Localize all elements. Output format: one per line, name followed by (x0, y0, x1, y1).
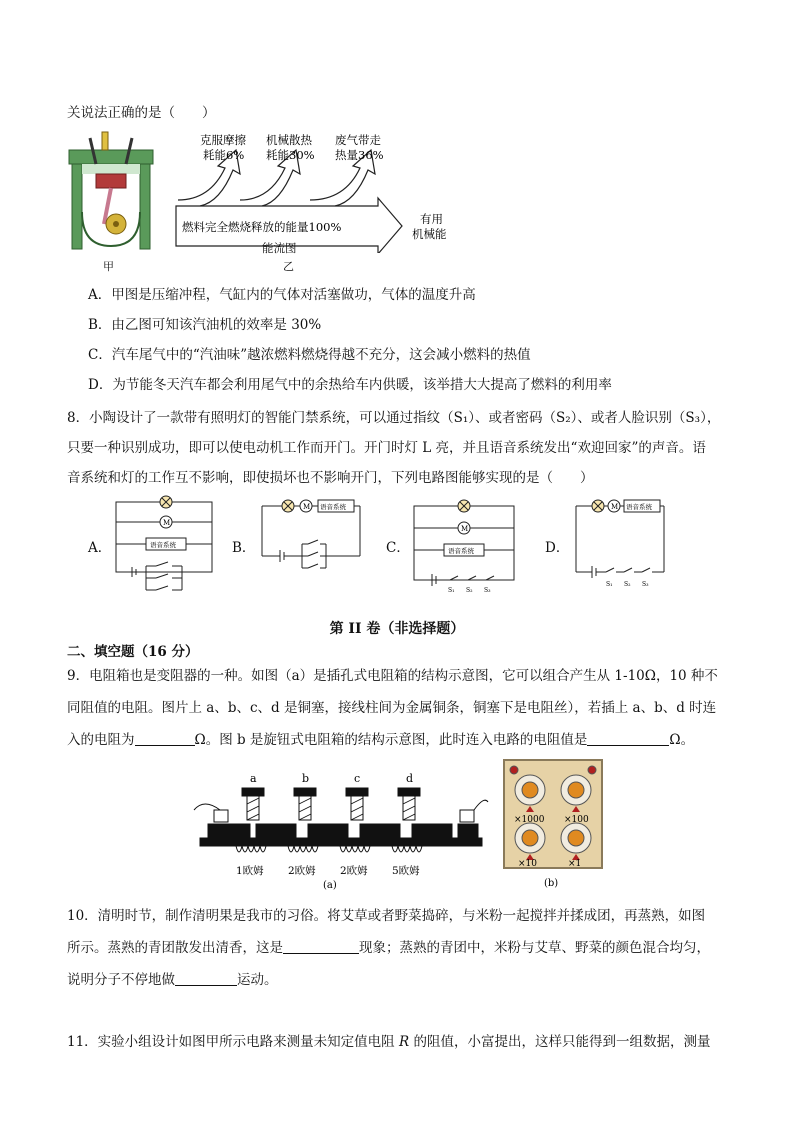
circuit-a (112, 492, 216, 596)
q10-line3-a: 说明分子不停地做 (67, 972, 175, 988)
energy-flow-diagram (170, 128, 470, 253)
flow-loss1-line1: 克服摩擦 (200, 133, 246, 147)
q11-line1-b: 的阻值，小富提出，这样只能得到一组数据，测量 (409, 1034, 711, 1050)
q10-line3 (67, 968, 278, 988)
q9-line3-c: Ω。 (669, 732, 695, 748)
plug-label-b: b (302, 772, 310, 785)
q10-line2 (67, 936, 710, 956)
q9-line1: 9．电阻箱也是变阻器的一种。如图（a）是插孔式电阻箱的结构示意图，它可以组合产生从 1-10Ω，10 种不 (67, 668, 718, 684)
circuit-a-motor: M (163, 519, 171, 527)
circuit-c (410, 492, 520, 596)
resistor-label-1: 1欧姆 (236, 865, 264, 877)
circuit-d-voice: 语音系统 (626, 503, 652, 511)
resistor-label-4: 5欧姆 (392, 865, 420, 877)
q8-line3: 音系统和灯的工作互不影响，即使损坏也不影响开门，下列电路图能够实现的是（ ） (67, 470, 594, 486)
circuit-c-s1: S₁ (448, 587, 455, 594)
circuit-d-motor: M (611, 503, 619, 511)
q7-option-c: C．汽车尾气中的“汽油味”越浓燃料燃烧得越不充分，这会减小燃料的热值 (88, 347, 531, 363)
dial-label-10: ×10 (518, 859, 537, 869)
circuit-c-s3: S₃ (484, 587, 491, 594)
q7-option-d: D．为节能冬天汽车都会利用尾气中的余热给车内供暖，该举措大大提高了燃料的利用率 (88, 377, 612, 393)
q10-line1: 10．清明时节，制作清明果是我市的习俗。将艾草或者野菜捣碎，与米粉一起搅拌并揉成团，再蒸熟，如图 (67, 908, 706, 924)
q10-line2-b: 现象；蒸熟的青团中，米粉与艾草、野菜的颜色混合均匀， (359, 940, 710, 956)
flow-loss2-line1: 机械散热 (266, 133, 312, 147)
figure-yi-label: 乙 (283, 260, 294, 273)
q10-blank-1[interactable] (283, 939, 359, 954)
engine-figure-jia (66, 128, 156, 253)
figure-a-caption: (a) (323, 880, 337, 891)
flow-main-label: 燃料完全燃烧释放的能量100% (182, 220, 342, 234)
circuit-c-label: C． (386, 540, 410, 556)
flow-caption: 能流图 (262, 241, 297, 255)
q11-line1-a: 11．实验小组设计如图甲所示电路来测量未知定值电阻 (67, 1034, 399, 1050)
dial-label-1000: ×1000 (514, 815, 545, 825)
q9-blank-1[interactable] (135, 731, 195, 746)
circuit-b-motor: M (303, 503, 311, 511)
flow-loss3-line2: 热量36% (335, 148, 384, 162)
circuit-a-voice: 语音系统 (150, 541, 176, 549)
q9-line3-b: Ω。图 b 是旋钮式电阻箱的结构示意图，此时连入电路的电阻值是 (194, 732, 588, 748)
circuit-d-s2: S₂ (624, 581, 631, 588)
circuit-d-s3: S₃ (642, 581, 649, 588)
q11-var: R (398, 1034, 410, 1050)
dial-resistance-box (502, 758, 606, 892)
q7-option-b: B．由乙图可知该汽油机的效率是 30% (88, 317, 322, 333)
resistor-label-2: 2欧姆 (288, 865, 316, 877)
q8-line1: 8．小陶设计了一款带有照明灯的智能门禁系统，可以通过指纹（S₁）、或者密码（S₂）、或者人脸识别（S₃）， (67, 410, 721, 426)
plug-label-a: a (250, 772, 257, 785)
circuit-b-voice: 语音系统 (320, 503, 346, 511)
section-heading: 二、填空题（16 分） (67, 644, 199, 660)
q7-stem-tail: 关说法正确的是（ ） (67, 105, 216, 121)
plug-resistance-box (190, 770, 490, 895)
q9-line3-a: 入的电阻为 (67, 732, 135, 748)
q9-line3 (67, 728, 694, 748)
flow-loss2-line2: 耗能30% (266, 148, 315, 162)
flow-loss3-line1: 废气带走 (335, 133, 381, 147)
circuit-d-label: D． (545, 540, 570, 556)
plug-label-d: d (406, 772, 414, 785)
circuit-a-label: A． (88, 540, 112, 556)
circuit-d (570, 492, 670, 596)
dial-label-1: ×1 (568, 859, 582, 869)
circuit-c-motor: M (461, 525, 469, 533)
flow-output-line1: 有用 (420, 212, 443, 226)
circuit-c-s2: S₂ (466, 587, 473, 594)
q11-line1 (67, 1030, 710, 1050)
plug-label-c: c (354, 772, 361, 785)
figure-jia-label: 甲 (103, 260, 114, 273)
dial-label-100: ×100 (564, 815, 589, 825)
flow-output-line2: 机械能 (412, 227, 447, 241)
circuit-c-voice: 语音系统 (448, 547, 474, 555)
resistor-label-3: 2欧姆 (340, 865, 368, 877)
q7-option-a: A．甲图是压缩冲程，气缸内的气体对活塞做功，气体的温度升高 (88, 287, 476, 303)
q9-blank-2[interactable] (587, 731, 669, 746)
section-title: 第 II 卷（非选择题） (329, 621, 465, 637)
circuit-d-s1: S₁ (606, 581, 613, 588)
q10-line3-b: 运动。 (237, 972, 278, 988)
q9-line2: 同阻值的电阻。图片上 a、b、c、d 是铜塞，接线柱间为金属铜条，铜塞下是电阻丝），若插上 a、b、d 时连 (67, 700, 717, 716)
q10-blank-2[interactable] (175, 971, 237, 986)
flow-loss1-line2: 耗能6% (203, 148, 245, 162)
circuit-b-label: B． (232, 540, 256, 556)
figure-b-caption: (b) (544, 878, 559, 889)
q8-line2: 只要一种识别成功，即可以使电动机工作而开门。开门时灯 L 亮，并且语音系统发出“欢迎回家”的声音。语 (67, 440, 706, 456)
circuit-b (256, 492, 366, 596)
q10-line2-a: 所示。蒸熟的青团散发出清香，这是 (67, 940, 283, 956)
